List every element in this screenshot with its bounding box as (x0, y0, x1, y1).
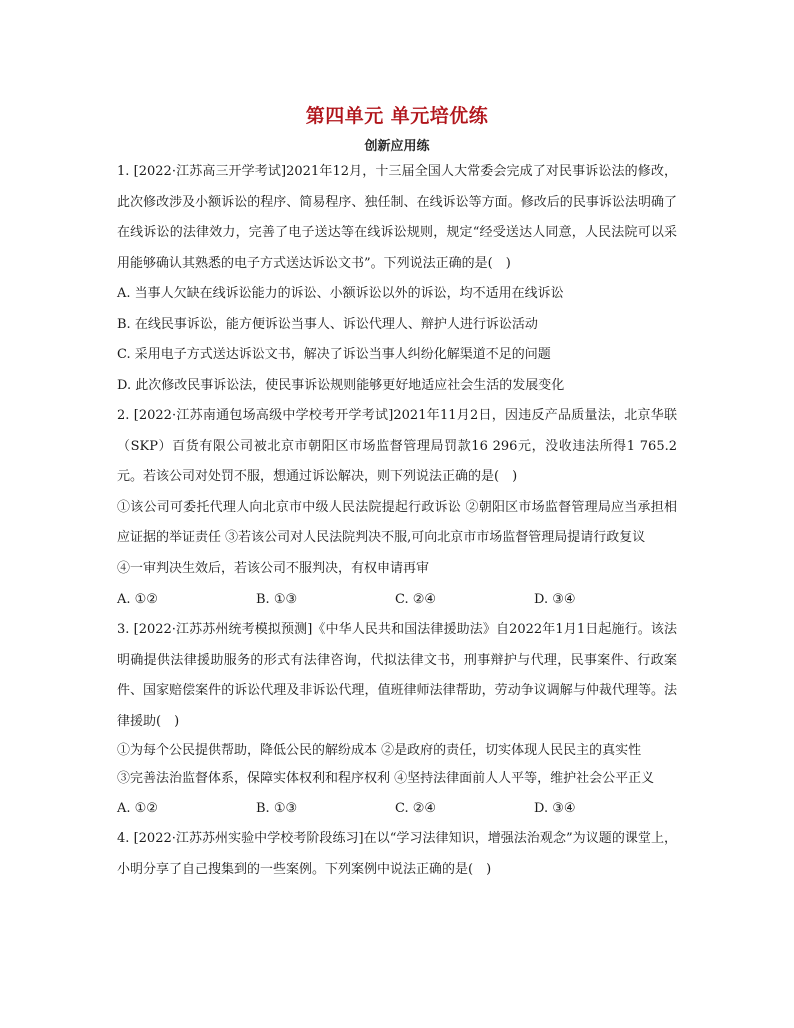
question-3-choices (117, 793, 677, 824)
question-text: 2021年11月2日，因违反产品质量法，北京华联（SKP）百货有限公司被北京市朝阳区市场监督管理局罚款16 296元，没收违法所得1 765.2元。若该公司对处罚不服，想通过诉讼解决，则下列说法正确的是( ) (117, 408, 677, 484)
question-2-choices (117, 584, 677, 615)
option-b: B. 在线民事诉讼，能方便诉讼当事人、诉讼代理人、辩护人进行诉讼活动 (117, 316, 538, 332)
question-source: [2022·江苏苏州统考模拟预测] (133, 622, 313, 637)
option-c: C. 采用电子方式送达诉讼文书，解决了诉讼当事人纠纷化解渠道不足的问题 (117, 347, 551, 362)
question-list (117, 157, 677, 885)
question-source: [2022·江苏高三开学考试] (133, 164, 287, 179)
choice-d: D. ③④ (534, 801, 576, 816)
choice-c: C. ②④ (395, 801, 437, 816)
choice-b: B. ①③ (256, 592, 298, 607)
question-source: [2022·江苏苏州实验中学校考阶段练习] (133, 831, 364, 846)
question-2-statements: ①该公司可委托代理人向北京市中级人民法院提起行政诉讼 ②朝阳区市场监督管理局应当承担相应证据的举证责任 ③若该公司对人民法院判决不服,可向北京市市场监督管理局提请行政复议 (117, 499, 677, 545)
question-3 (117, 615, 677, 824)
question-3-statement-line-2: ③完善法治监督体系，保障实体权利和程序权利 ④坚持法律面前人人平等，维护社会公平正义 (117, 771, 655, 786)
choice-b: B. ①③ (256, 801, 298, 816)
choice-d: D. ③④ (534, 592, 576, 607)
question-number: 4. (117, 831, 130, 846)
question-1 (117, 157, 677, 401)
choice-c: C. ②④ (395, 592, 437, 607)
question-number: 3. (117, 622, 130, 637)
question-source: [2022·江苏南通包场高级中学校考开学考试] (133, 408, 394, 423)
question-4-stem (117, 824, 677, 885)
question-text: 在以“学习法律知识，增强法治观念”为议题的课堂上，小明分享了自己搜集到的一些案例。下列案例中说法正确的是( ) (117, 831, 677, 877)
section-subtitle: 创新应用练 (364, 139, 430, 154)
question-3-stem (117, 615, 677, 737)
question-2 (117, 401, 677, 615)
page-title: 第四单元 单元培优练 (305, 105, 489, 127)
question-3-statement-line-1: ①为每个公民提供帮助，降低公民的解纷成本 ②是政府的责任，切实体现人民民主的真实性 (117, 743, 642, 758)
question-number: 1. (117, 164, 130, 179)
option-d: D. 此次修改民事诉讼法，使民事诉讼规则能够更好地适应社会生活的发展变化 (117, 377, 565, 393)
question-number: 2. (117, 408, 130, 423)
question-text: 2021年12月，十三届全国人大常委会完成了对民事诉讼法的修改，此次修改涉及小额诉讼的程序、简易程序、独任制、在线诉讼等方面。修改后的民事诉讼法明确了在线诉讼的法律效力，完善了电子送达等在线诉讼规则，规定“经受送达人同意，人民法院可以采用能够确认其熟悉的电子方式送达诉讼文书”。下列说法正确的是( ) (117, 164, 677, 271)
question-1-stem (117, 157, 677, 279)
question-text: 《中华人民共和国法律援助法》自2022年1月1日起施行。该法明确提供法律援助服务的形式有法律咨询，代拟法律文书，刑事辩护与代理，民事案件、行政案件、国家赔偿案件的诉讼代理及非诉讼代理，值班律师法律帮助，劳动争议调解与仲裁代理等。法律援助( ) (117, 622, 677, 729)
choice-a: A. ①② (117, 592, 158, 607)
question-4 (117, 824, 677, 885)
choice-a: A. ①② (117, 801, 158, 816)
question-2-statement-4: ④一审判决生效后，若该公司不服判决，有权申请再审 (117, 560, 430, 576)
question-2-stem (117, 401, 677, 493)
option-a: A. 当事人欠缺在线诉讼能力的诉讼、小额诉讼以外的诉讼，均不适用在线诉讼 (117, 286, 564, 301)
